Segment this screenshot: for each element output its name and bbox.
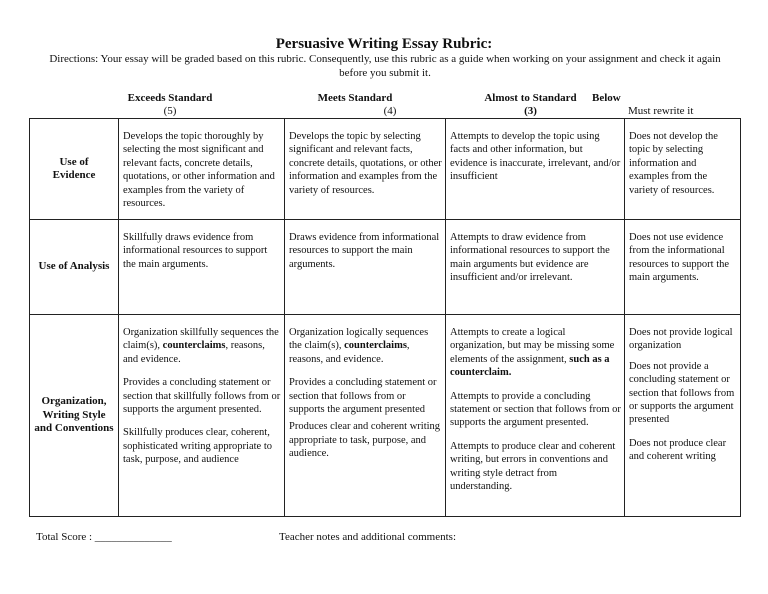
- directions-text: Directions: Your essay will be graded based on this rubric. Consequently, use this rubric as a guide when working on your assignment and check it again before you submit it.: [49, 53, 721, 79]
- column-label: Almost to Standard: [484, 92, 577, 104]
- cell-text: Provides a concluding statement or section that skillfully follows from or supports the argument presented.: [123, 377, 281, 416]
- column-score: (4): [383, 105, 397, 117]
- table-cell: [119, 119, 285, 220]
- table-cell: [446, 315, 625, 517]
- cell-text: Does not develop the topic by selecting information and examples from the variety of resources.: [629, 131, 718, 196]
- column-header-almost: [448, 92, 613, 118]
- cell-text-bold: counterclaims: [344, 340, 407, 352]
- cell-text-part: , reasons, and evidence.: [289, 340, 410, 365]
- column-label: Below: [592, 92, 621, 104]
- cell-text: Does not provide logical organization: [629, 327, 733, 352]
- row-header-evidence: Use of Evidence: [30, 119, 119, 220]
- column-header-exceeds: [110, 92, 230, 118]
- teacher-notes: Teacher notes and additional comments:: [279, 531, 457, 543]
- table-cell: [625, 315, 741, 517]
- cell-text-bold: such as a counterclaim.: [450, 353, 610, 379]
- cell-text: Attempts to develop the topic using facts and other information, but evidence is inaccurate, irrelevant, and/or insufficient: [450, 131, 621, 183]
- cell-text: Skillfully produces clear, coherent, sophisticated writing appropriate to task, purpose, and audience: [123, 427, 273, 466]
- cell-text-part: Attempts to create a logical organization, but may be missing some elements of the assignment,: [450, 327, 615, 365]
- cell-text: Produces clear and coherent writing appropriate to task, purpose, and audience.: [289, 421, 441, 460]
- table-cell: [119, 315, 285, 517]
- table-row: [30, 220, 741, 315]
- cell-text-part: Organization logically sequences the claim(s),: [289, 327, 429, 352]
- column-header-meets: [295, 92, 415, 118]
- column-score: Must rewrite it: [628, 105, 694, 117]
- table-cell: [285, 220, 446, 315]
- total-score: Total Score : ______________: [36, 531, 172, 543]
- table-row: [30, 119, 741, 220]
- cell-text: Attempts to draw evidence from informational resources to support the main arguments but evidence are insufficient and/or irrelevant.: [450, 232, 610, 284]
- table-cell: [446, 220, 625, 315]
- rubric-table: [29, 118, 741, 517]
- cell-text: Attempts to provide a concluding statement or section that follows from or supports the argument presented.: [450, 390, 621, 429]
- column-label: Exceeds Standard: [127, 92, 213, 104]
- cell-text: Develops the topic thoroughly by selecting the most significant and relevant facts, concrete details, quotations, or other information and examples from the variety of resources.: [123, 131, 275, 210]
- row-header-organization: Organization, Writing Style and Conventions: [30, 315, 119, 517]
- cell-text-bold: counterclaims: [162, 340, 226, 352]
- cell-text: [123, 326, 281, 366]
- cell-text: Skillfully draws evidence from informational resources to support the main arguments.: [123, 232, 268, 270]
- column-score: (5): [163, 105, 177, 117]
- table-cell: [285, 119, 446, 220]
- table-cell: [285, 315, 446, 517]
- table-cell: [119, 220, 285, 315]
- table-row: [30, 315, 741, 517]
- table-cell: [625, 220, 741, 315]
- cell-text: Does not provide a concluding statement or section that follows from or supports the argument presented: [629, 360, 735, 426]
- table-cell: [446, 119, 625, 220]
- cell-text: [450, 326, 621, 380]
- cell-text: Attempts to produce clear and coherent writing, but errors in conventions and writing style detract from understanding.: [450, 440, 616, 493]
- cell-text: Develops the topic by selecting significant and relevant facts, concrete details, quotations, or other information and examples from the variety of resources.: [289, 131, 442, 196]
- cell-text: Draws evidence from informational resources to support the main arguments.: [289, 232, 440, 270]
- row-header-analysis: Use of Analysis: [30, 220, 119, 315]
- cell-text: Does not produce clear and coherent writing: [629, 437, 727, 463]
- cell-text-part: Organization skillfully sequences the claim(s),: [123, 327, 279, 352]
- cell-text: [289, 326, 442, 366]
- column-header-below: [592, 92, 710, 118]
- cell-text: Does not use evidence from the informational resources to support the main arguments.: [629, 232, 730, 284]
- column-label: Meets Standard: [317, 92, 393, 104]
- cell-text: Provides a concluding statement or section that follows from or supports the argument presented: [289, 377, 437, 416]
- cell-text-part: , reasons, and evidence.: [123, 340, 265, 365]
- table-cell: [625, 119, 741, 220]
- page-title: Persuasive Writing Essay Rubric:: [275, 36, 493, 52]
- column-score: (3): [524, 105, 537, 117]
